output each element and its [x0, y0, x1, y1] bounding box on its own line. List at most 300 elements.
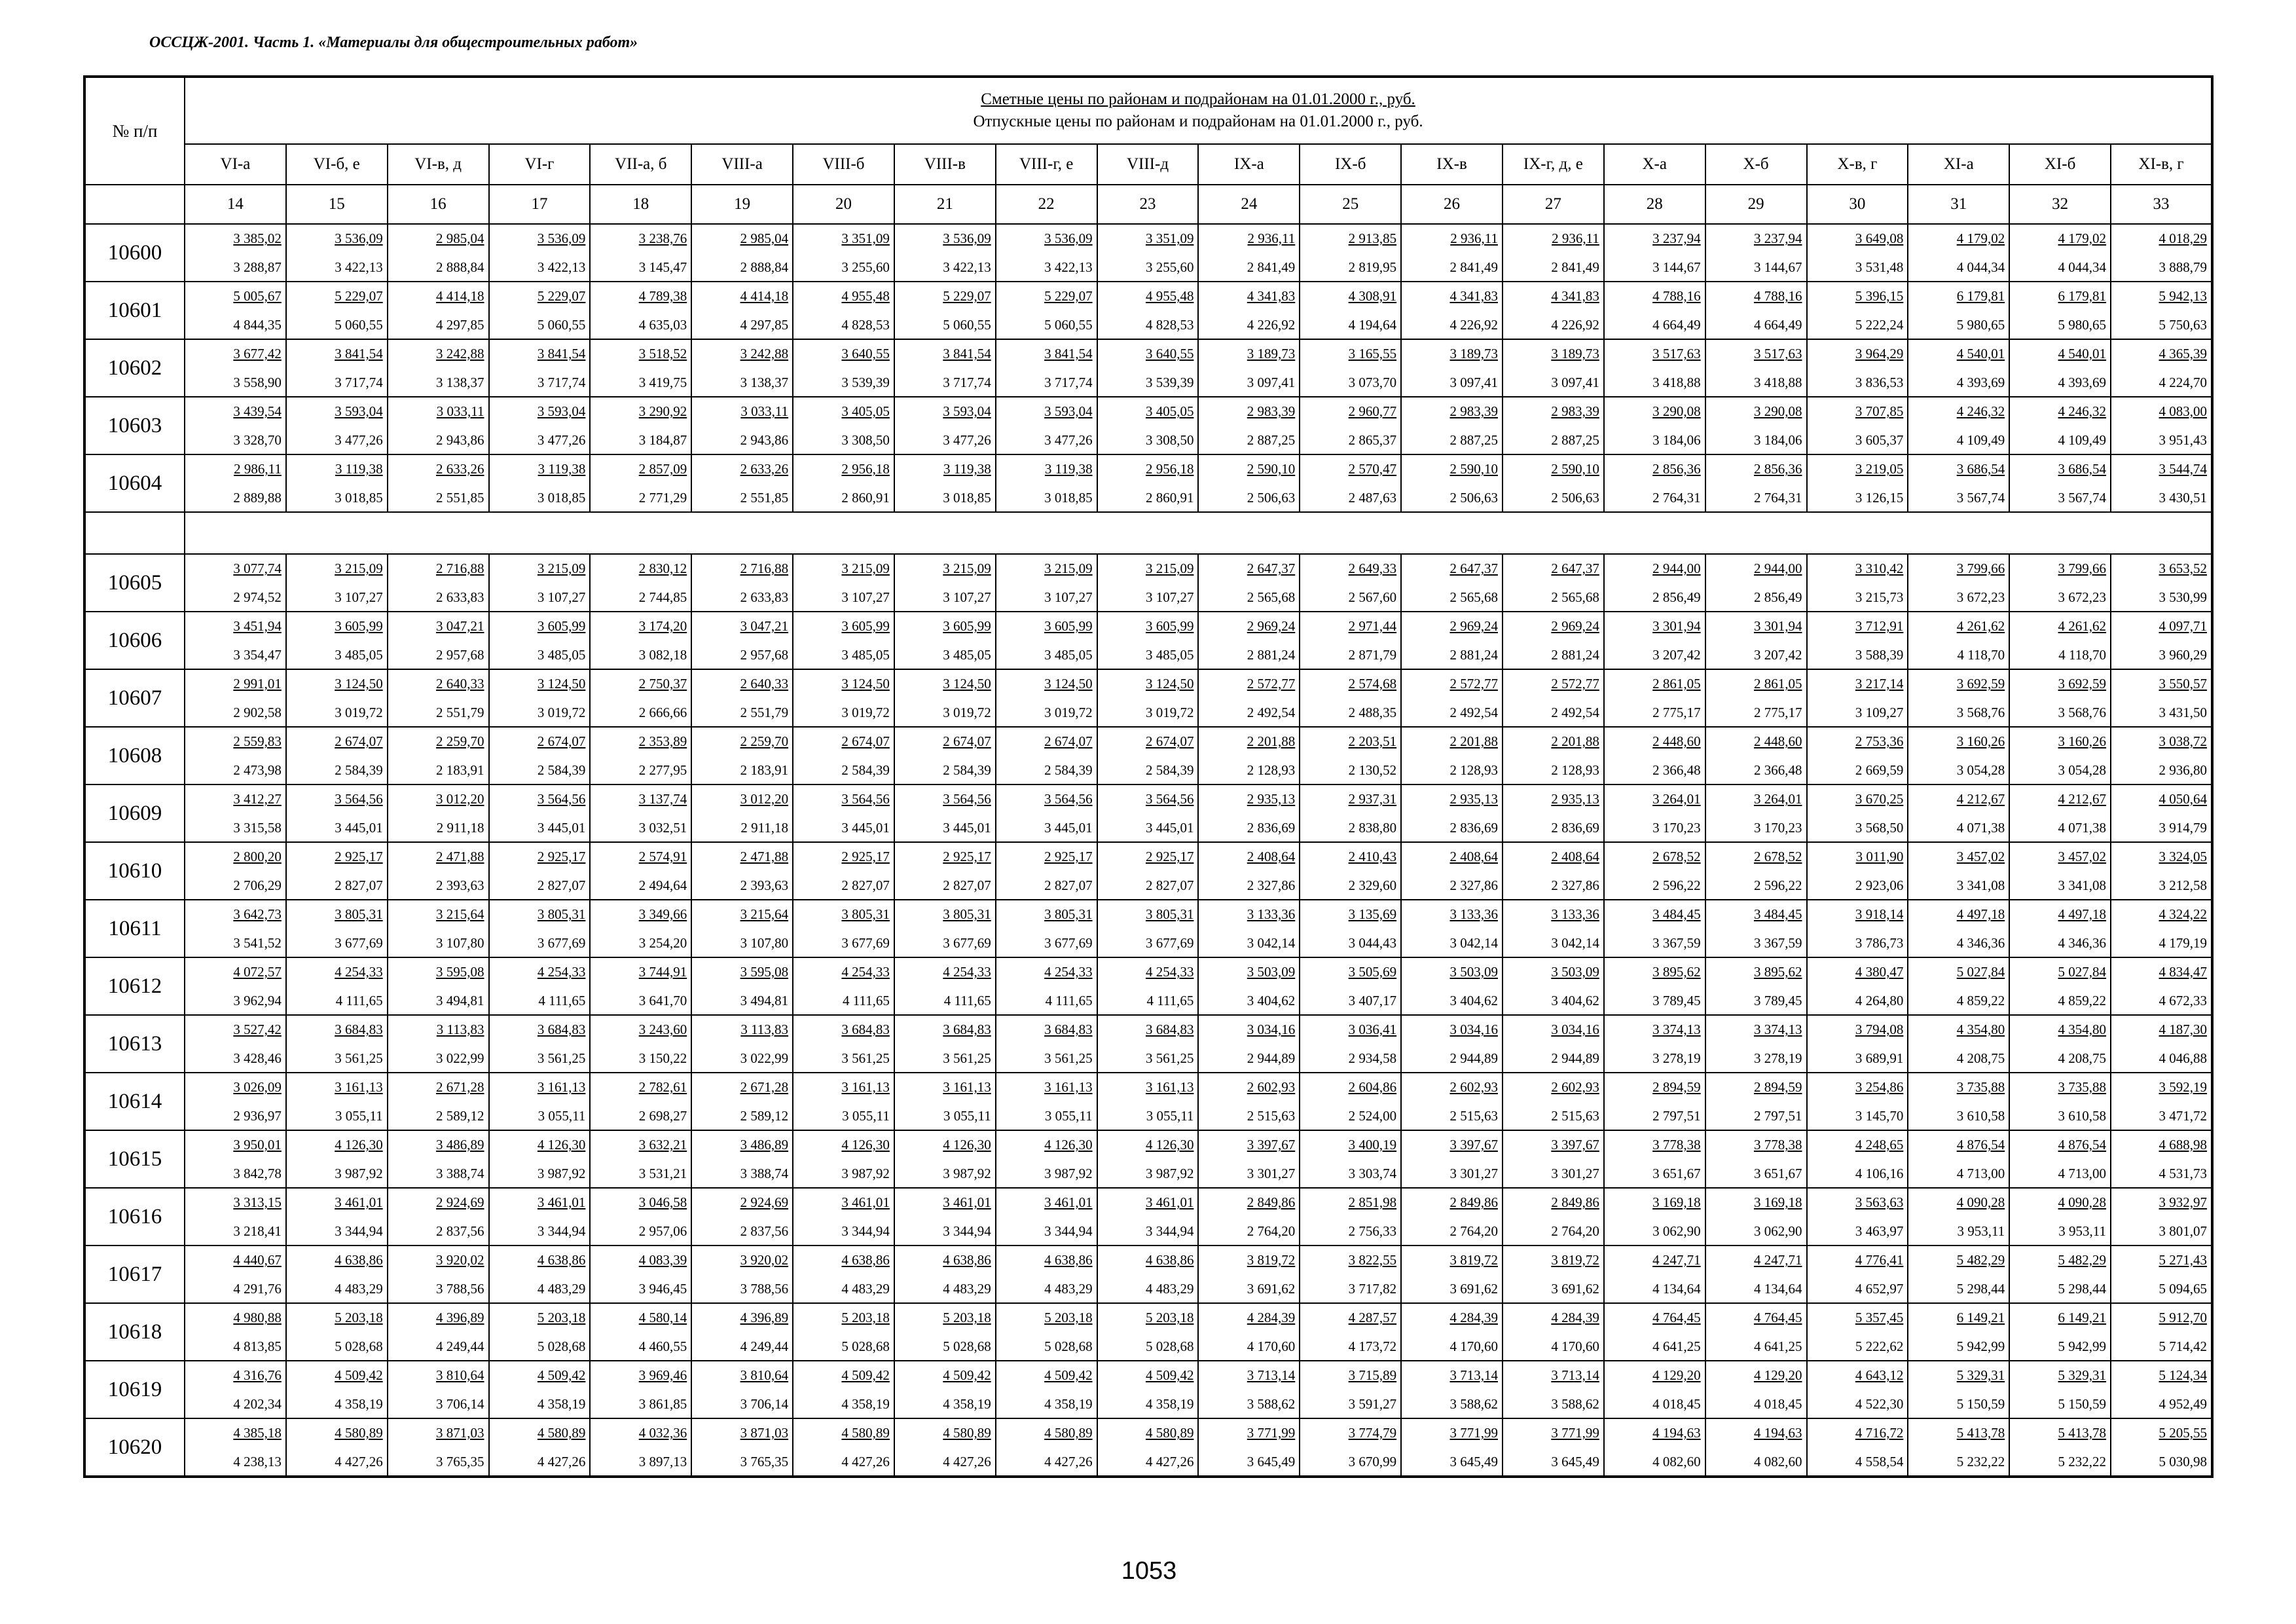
price-cell — [2111, 224, 2212, 282]
release-price: 2 888,84 — [740, 259, 789, 275]
price-cell — [2009, 1015, 2111, 1073]
estimated-price: 3 161,13 — [943, 1079, 991, 1095]
release-price: 4 635,03 — [638, 317, 687, 333]
estimated-price: 3 405,05 — [1145, 403, 1194, 419]
estimated-price: 4 316,76 — [233, 1367, 282, 1383]
price-cell — [996, 1015, 1097, 1073]
price-cell — [590, 1188, 691, 1246]
estimated-price: 4 380,47 — [1855, 964, 1904, 980]
price-cell — [1807, 554, 1908, 612]
release-price: 3 539,39 — [841, 375, 890, 390]
estimated-price: 3 215,09 — [537, 561, 586, 576]
price-cell — [1705, 1015, 1807, 1073]
estimated-price: 3 036,41 — [1348, 1022, 1397, 1037]
release-price: 2 327,86 — [1247, 877, 1296, 893]
price-cell — [1604, 1361, 1705, 1418]
release-price: 3 107,27 — [1044, 589, 1093, 605]
estimated-price: 3 012,20 — [436, 791, 484, 807]
release-price: 3 463,97 — [1855, 1223, 1904, 1239]
estimated-price: 3 217,14 — [1855, 676, 1904, 692]
price-cell — [185, 1015, 286, 1073]
price-cell — [1705, 669, 1807, 727]
price-cell — [1198, 1418, 1300, 1477]
estimated-price: 2 674,07 — [335, 733, 383, 749]
release-price: 2 974,52 — [233, 589, 282, 605]
price-cell — [590, 397, 691, 454]
estimated-price: 2 969,24 — [1449, 618, 1498, 634]
release-price: 4 018,45 — [1754, 1396, 1802, 1412]
price-cell — [286, 454, 388, 512]
release-price: 3 445,01 — [1145, 820, 1194, 836]
price-cell — [1401, 669, 1503, 727]
column-number: 21 — [894, 185, 996, 224]
release-price: 4 194,64 — [1348, 317, 1397, 333]
release-price: 4 106,16 — [1855, 1166, 1904, 1181]
release-price: 3 144,67 — [1754, 259, 1802, 275]
estimated-price: 4 324,22 — [2159, 906, 2208, 922]
table-title-estimated: Сметные цены по районам и подрайонам на 01.01.2000 г., руб. — [981, 90, 1415, 108]
estimated-price: 4 072,57 — [233, 964, 282, 980]
estimated-price: 4 261,62 — [2058, 618, 2107, 634]
column-number: 16 — [388, 185, 489, 224]
release-price: 2 492,54 — [1449, 705, 1498, 720]
price-cell — [388, 282, 489, 339]
release-price: 4 427,26 — [1145, 1454, 1194, 1469]
release-price: 3 418,88 — [1754, 375, 1802, 390]
release-price: 5 222,24 — [1855, 317, 1904, 333]
estimated-price: 3 841,54 — [335, 346, 383, 361]
release-price: 4 952,49 — [2159, 1396, 2208, 1412]
price-cell — [1807, 900, 1908, 957]
release-price: 3 477,26 — [1044, 432, 1093, 448]
release-price: 3 301,27 — [1551, 1166, 1599, 1181]
price-cell — [185, 1303, 286, 1361]
estimated-price: 3 684,83 — [335, 1022, 383, 1037]
price-cell — [894, 1303, 996, 1361]
estimated-price: 3 684,83 — [943, 1022, 991, 1037]
release-price: 2 888,84 — [436, 259, 484, 275]
estimated-price: 4 638,86 — [537, 1252, 586, 1268]
price-cell — [286, 612, 388, 669]
table-separator — [84, 512, 2212, 554]
price-cell — [1503, 282, 1604, 339]
release-price: 4 249,44 — [740, 1338, 789, 1354]
release-price: 2 584,39 — [841, 762, 890, 778]
estimated-price: 4 580,89 — [537, 1425, 586, 1441]
release-price: 3 170,23 — [1652, 820, 1701, 836]
release-price: 3 485,05 — [841, 647, 890, 663]
estimated-price: 3 242,88 — [436, 346, 484, 361]
release-price: 3 677,69 — [1145, 935, 1194, 951]
estimated-price: 2 985,04 — [436, 231, 484, 246]
estimated-price: 3 841,54 — [537, 346, 586, 361]
price-cell — [1705, 1303, 1807, 1361]
release-price: 3 445,01 — [537, 820, 586, 836]
estimated-price: 4 284,39 — [1551, 1310, 1599, 1325]
estimated-price: 3 160,26 — [1956, 733, 2005, 749]
price-cell — [894, 957, 996, 1015]
price-cell — [1503, 1303, 1604, 1361]
estimated-price: 2 800,20 — [233, 849, 282, 864]
estimated-price: 4 126,30 — [841, 1137, 890, 1153]
release-price: 2 887,25 — [1449, 432, 1498, 448]
price-cell — [1198, 339, 1300, 397]
release-price: 2 887,25 — [1551, 432, 1599, 448]
release-price: 3 651,67 — [1652, 1166, 1701, 1181]
release-price: 3 428,46 — [233, 1050, 282, 1066]
table-row — [84, 900, 2212, 957]
price-cell — [2111, 842, 2212, 900]
price-cell — [1908, 224, 2009, 282]
price-cell — [2009, 339, 2111, 397]
estimated-price: 3 536,09 — [943, 231, 991, 246]
column-number: 20 — [793, 185, 894, 224]
price-cell — [388, 1303, 489, 1361]
release-price: 5 150,59 — [2058, 1396, 2107, 1412]
estimated-price: 2 969,24 — [1551, 618, 1599, 634]
estimated-price: 4 284,39 — [1449, 1310, 1498, 1325]
release-price: 2 827,07 — [841, 877, 890, 893]
estimated-price: 3 189,73 — [1449, 346, 1498, 361]
release-price: 5 942,99 — [2058, 1338, 2107, 1354]
price-cell — [1198, 612, 1300, 669]
release-price: 5 030,98 — [2159, 1454, 2208, 1469]
table-row — [84, 1073, 2212, 1130]
release-price: 5 028,68 — [335, 1338, 383, 1354]
release-price: 3 677,69 — [1044, 935, 1093, 951]
release-price: 3 212,58 — [2159, 877, 2208, 893]
price-cell — [489, 1130, 591, 1188]
column-number: 32 — [2009, 185, 2111, 224]
estimated-price: 3 034,16 — [1449, 1022, 1498, 1037]
estimated-price: 3 799,66 — [2058, 561, 2107, 576]
release-price: 3 477,26 — [335, 432, 383, 448]
price-cell — [691, 842, 793, 900]
release-price: 3 022,99 — [740, 1050, 789, 1066]
column-number: 24 — [1198, 185, 1300, 224]
price-cell — [996, 1303, 1097, 1361]
table-body-group-b — [84, 554, 2212, 1477]
release-price: 3 430,51 — [2159, 490, 2208, 506]
price-cell — [286, 397, 388, 454]
estimated-price: 5 203,18 — [841, 1310, 890, 1325]
estimated-price: 2 574,91 — [638, 849, 687, 864]
item-code: 10605 — [84, 554, 185, 612]
release-price: 3 184,87 — [638, 432, 687, 448]
release-price: 2 775,17 — [1652, 705, 1701, 720]
price-cell — [894, 784, 996, 842]
release-price: 3 677,69 — [335, 935, 383, 951]
release-price: 2 764,31 — [1754, 490, 1802, 506]
release-price: 3 610,58 — [2058, 1108, 2107, 1124]
price-cell — [1300, 669, 1401, 727]
estimated-price: 4 509,42 — [841, 1367, 890, 1383]
price-cell — [1401, 397, 1503, 454]
release-price: 3 055,11 — [335, 1108, 383, 1124]
price-cell — [793, 1418, 894, 1477]
estimated-price: 3 254,86 — [1855, 1079, 1904, 1095]
column-number: 33 — [2111, 185, 2212, 224]
price-cell — [1908, 1188, 2009, 1246]
release-price: 3 765,35 — [740, 1454, 789, 1469]
price-cell — [286, 784, 388, 842]
release-price: 3 215,73 — [1855, 589, 1904, 605]
estimated-price: 4 179,02 — [1956, 231, 2005, 246]
release-price: 2 488,35 — [1348, 705, 1397, 720]
release-price: 2 943,86 — [740, 432, 789, 448]
item-code: 10607 — [84, 669, 185, 727]
release-price: 4 483,29 — [335, 1281, 383, 1297]
item-code: 10611 — [84, 900, 185, 957]
estimated-price: 3 805,31 — [1145, 906, 1194, 922]
price-cell — [388, 669, 489, 727]
release-price: 4 358,19 — [537, 1396, 586, 1412]
estimated-price: 3 564,56 — [943, 791, 991, 807]
table-row — [84, 842, 2212, 900]
release-price: 3 672,23 — [2058, 589, 2107, 605]
release-price: 2 944,89 — [1449, 1050, 1498, 1066]
price-cell — [996, 1361, 1097, 1418]
release-price: 3 255,60 — [841, 259, 890, 275]
price-cell — [996, 1418, 1097, 1477]
price-cell — [1705, 842, 1807, 900]
estimated-price: 2 649,33 — [1348, 561, 1397, 576]
release-price: 3 677,69 — [537, 935, 586, 951]
release-price: 3 019,72 — [841, 705, 890, 720]
estimated-price: 3 713,14 — [1449, 1367, 1498, 1383]
estimated-price: 5 413,78 — [2058, 1425, 2107, 1441]
release-price: 3 404,62 — [1449, 993, 1498, 1008]
price-cell — [793, 1130, 894, 1188]
release-price: 4 346,36 — [2058, 935, 2107, 951]
price-cell — [1503, 1361, 1604, 1418]
estimated-price: 3 649,08 — [1855, 231, 1904, 246]
estimated-price: 2 678,52 — [1652, 849, 1701, 864]
price-cell — [286, 554, 388, 612]
release-price: 4 713,00 — [1956, 1166, 2005, 1181]
release-price: 2 666,66 — [638, 705, 687, 720]
page-number: 1053 — [1121, 1557, 1177, 1585]
release-price: 3 278,19 — [1652, 1050, 1701, 1066]
estimated-price: 4 789,38 — [638, 288, 687, 304]
release-price: 3 651,67 — [1754, 1166, 1802, 1181]
price-cell — [388, 1246, 489, 1303]
price-cell — [1097, 339, 1199, 397]
release-price: 3 145,47 — [638, 259, 687, 275]
release-price: 3 422,13 — [943, 259, 991, 275]
price-cell — [489, 727, 591, 784]
release-price: 3 670,99 — [1348, 1454, 1397, 1469]
release-price: 5 028,68 — [537, 1338, 586, 1354]
region-header: XI-в, г — [2111, 144, 2212, 185]
price-cell — [1908, 727, 2009, 784]
price-cell — [1503, 1073, 1604, 1130]
price-cell — [185, 669, 286, 727]
estimated-price: 4 955,48 — [841, 288, 890, 304]
release-price: 4 483,29 — [943, 1281, 991, 1297]
release-price: 3 987,92 — [1044, 1166, 1093, 1181]
estimated-price: 5 912,70 — [2159, 1310, 2208, 1325]
price-cell — [1705, 1130, 1807, 1188]
estimated-price: 3 124,50 — [335, 676, 383, 692]
release-price: 2 128,93 — [1551, 762, 1599, 778]
estimated-price: 3 161,13 — [841, 1079, 890, 1095]
estimated-price: 2 602,93 — [1247, 1079, 1296, 1095]
region-header: IX-в — [1401, 144, 1503, 185]
release-price: 3 691,62 — [1449, 1281, 1498, 1297]
release-price: 3 645,49 — [1449, 1454, 1498, 1469]
price-cell — [1807, 1015, 1908, 1073]
price-cell — [1908, 1303, 2009, 1361]
estimated-price: 2 925,17 — [943, 849, 991, 864]
release-price: 3 987,92 — [537, 1166, 586, 1181]
estimated-price: 3 215,09 — [943, 561, 991, 576]
estimated-price: 3 518,52 — [638, 346, 687, 361]
price-cell — [1908, 1015, 2009, 1073]
release-price: 4 111,65 — [943, 993, 991, 1008]
release-price: 2 797,51 — [1652, 1108, 1701, 1124]
release-price: 5 028,68 — [841, 1338, 890, 1354]
release-price: 2 584,39 — [1145, 762, 1194, 778]
release-price: 5 298,44 — [1956, 1281, 2005, 1297]
release-price: 2 860,91 — [841, 490, 890, 506]
price-cell — [1604, 339, 1705, 397]
release-price: 2 567,60 — [1348, 589, 1397, 605]
estimated-price: 2 983,39 — [1449, 403, 1498, 419]
release-price: 3 861,85 — [638, 1396, 687, 1412]
price-cell — [691, 339, 793, 397]
release-price: 4 226,92 — [1247, 317, 1296, 333]
release-price: 3 588,62 — [1247, 1396, 1296, 1412]
estimated-price: 3 550,57 — [2159, 676, 2208, 692]
price-cell — [894, 900, 996, 957]
price-cell — [489, 1015, 591, 1073]
estimated-price: 3 684,83 — [1044, 1022, 1093, 1037]
price-cell — [1604, 1015, 1705, 1073]
release-price: 4 427,26 — [841, 1454, 890, 1469]
price-cell — [2009, 282, 2111, 339]
price-cell — [388, 727, 489, 784]
estimated-price: 2 671,28 — [740, 1079, 789, 1095]
region-header: X-в, г — [1807, 144, 1908, 185]
column-number: 26 — [1401, 185, 1503, 224]
release-price: 2 515,63 — [1247, 1108, 1296, 1124]
estimated-price: 4 764,45 — [1652, 1310, 1701, 1325]
price-cell — [894, 1188, 996, 1246]
estimated-price: 2 944,00 — [1652, 561, 1701, 576]
release-price: 2 838,80 — [1348, 820, 1397, 836]
table-row — [84, 957, 2212, 1015]
estimated-price: 4 129,20 — [1754, 1367, 1802, 1383]
price-cell — [2009, 669, 2111, 727]
estimated-price: 3 264,01 — [1754, 791, 1802, 807]
price-cell — [185, 612, 286, 669]
price-cell — [2009, 554, 2111, 612]
release-price: 4 427,26 — [335, 1454, 383, 1469]
estimated-price: 3 684,83 — [1145, 1022, 1194, 1037]
release-price: 3 588,62 — [1551, 1396, 1599, 1412]
price-cell — [590, 842, 691, 900]
release-price: 4 118,70 — [1957, 647, 2005, 663]
price-cell — [793, 727, 894, 784]
estimated-price: 3 264,01 — [1652, 791, 1701, 807]
price-cell — [691, 554, 793, 612]
estimated-price: 3 161,13 — [1044, 1079, 1093, 1095]
estimated-price: 4 341,83 — [1247, 288, 1296, 304]
estimated-price: 4 580,89 — [335, 1425, 383, 1441]
price-cell — [286, 339, 388, 397]
column-number: 25 — [1300, 185, 1401, 224]
release-price: 3 018,85 — [943, 490, 991, 506]
release-price: 2 669,59 — [1855, 762, 1904, 778]
item-code: 10615 — [84, 1130, 185, 1188]
item-code: 10603 — [84, 397, 185, 454]
table-row — [84, 224, 2212, 282]
price-cell — [185, 282, 286, 339]
release-price: 3 344,94 — [537, 1223, 586, 1239]
release-price: 4 672,33 — [2159, 993, 2208, 1008]
column-number: 29 — [1705, 185, 1807, 224]
estimated-price: 3 686,54 — [2058, 461, 2107, 477]
price-cell — [1705, 282, 1807, 339]
price-cell — [388, 1418, 489, 1477]
price-cell — [590, 282, 691, 339]
region-header: VIII-б — [793, 144, 894, 185]
price-cell — [489, 1303, 591, 1361]
release-price: 2 551,85 — [436, 490, 484, 506]
estimated-price: 3 405,05 — [841, 403, 890, 419]
price-cell — [793, 454, 894, 512]
estimated-price: 3 692,59 — [2058, 676, 2107, 692]
price-cell — [1300, 842, 1401, 900]
estimated-price: 2 674,07 — [537, 733, 586, 749]
item-code: 10618 — [84, 1303, 185, 1361]
estimated-price: 3 349,66 — [638, 906, 687, 922]
price-cell — [793, 612, 894, 669]
price-cell — [1807, 1073, 1908, 1130]
price-cell — [1401, 842, 1503, 900]
estimated-price: 3 457,02 — [1956, 849, 2005, 864]
estimated-price: 2 408,64 — [1247, 849, 1296, 864]
estimated-price: 3 707,85 — [1855, 403, 1904, 419]
price-cell — [2009, 454, 2111, 512]
estimated-price: 3 351,09 — [841, 231, 890, 246]
table-row — [84, 1188, 2212, 1246]
estimated-price: 2 924,69 — [436, 1194, 484, 1210]
release-price: 3 126,15 — [1855, 490, 1904, 506]
estimated-price: 3 686,54 — [1956, 461, 2005, 477]
release-price: 2 565,68 — [1551, 589, 1599, 605]
price-cell — [1908, 454, 2009, 512]
price-cell — [1705, 900, 1807, 957]
estimated-price: 4 083,00 — [2159, 403, 2208, 419]
price-cell — [1705, 1361, 1807, 1418]
estimated-price: 3 595,08 — [740, 964, 789, 980]
column-number: 27 — [1503, 185, 1604, 224]
release-price: 3 717,74 — [1044, 375, 1093, 390]
price-cell — [1503, 784, 1604, 842]
release-price: 2 506,63 — [1247, 490, 1296, 506]
price-cell — [1198, 1246, 1300, 1303]
price-table — [83, 75, 2214, 1478]
release-price: 3 062,90 — [1652, 1223, 1701, 1239]
estimated-price: 4 834,47 — [2159, 964, 2208, 980]
release-price: 4 179,19 — [2159, 935, 2208, 951]
price-cell — [388, 397, 489, 454]
price-cell — [894, 454, 996, 512]
release-price: 3 367,59 — [1754, 935, 1802, 951]
release-price: 3 788,56 — [740, 1281, 789, 1297]
